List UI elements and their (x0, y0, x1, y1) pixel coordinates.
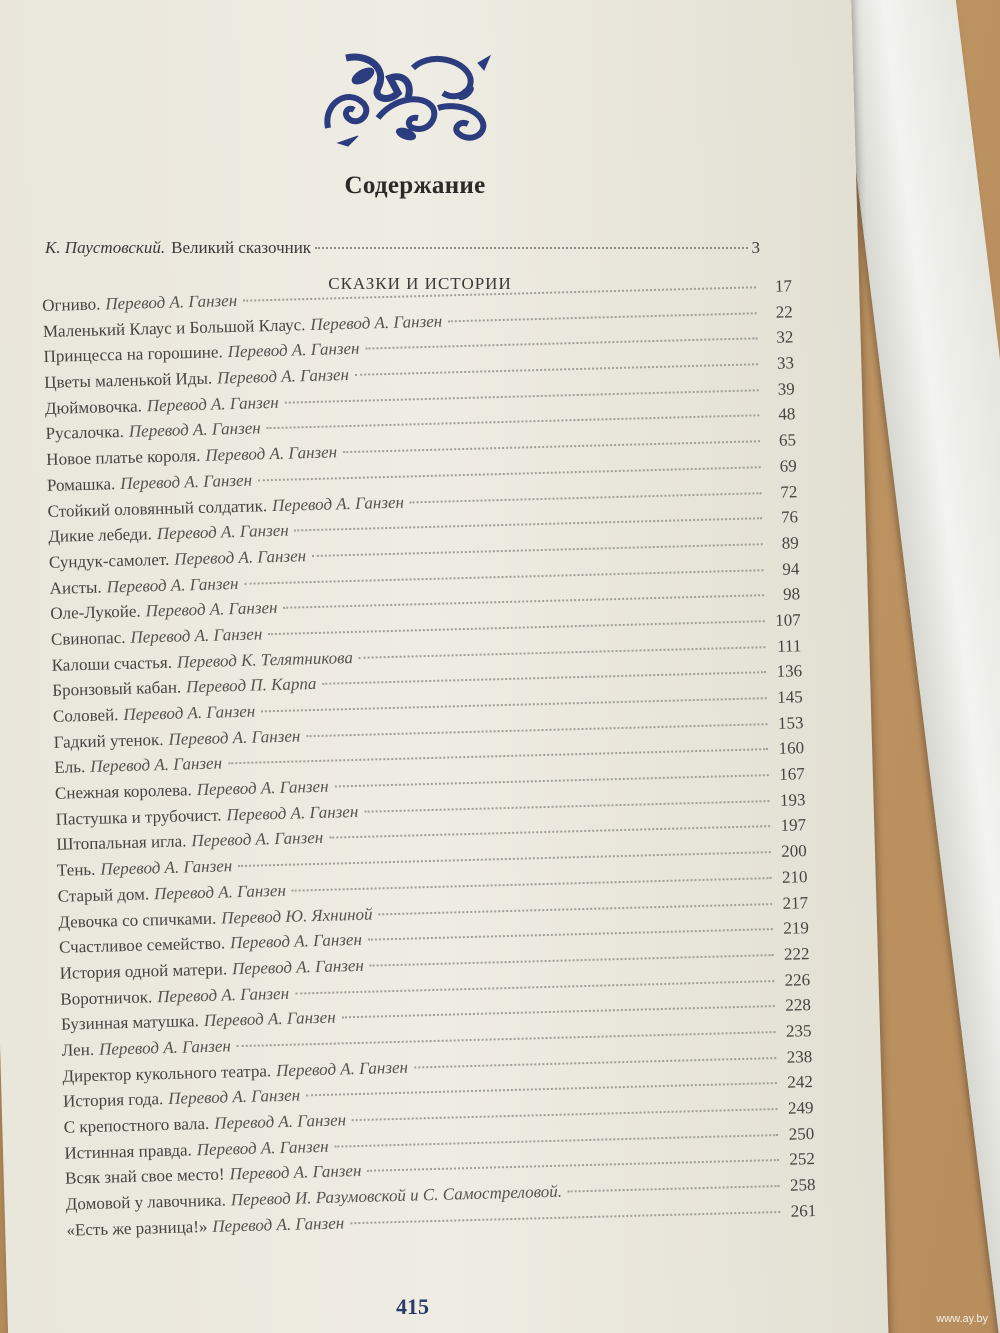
entry-translator: Перевод А. Ганзен (216, 365, 350, 388)
entry-page: 258 (789, 1175, 816, 1195)
leader-dots (295, 980, 774, 995)
watermark: www.ay.by (936, 1313, 988, 1325)
entry-page: 217 (782, 892, 809, 913)
leader-dots (268, 620, 765, 635)
entry-translator: Перевод А. Ганзен (229, 1161, 362, 1184)
entry-title: Снежная королева. (54, 780, 192, 803)
entry-translator: Перевод К. Телятникова (176, 647, 354, 672)
leader-dots (261, 697, 767, 712)
entry-page: 69 (779, 456, 797, 476)
entry-page: 65 (778, 430, 797, 450)
entry-title: Бузинная матушка. (60, 1011, 200, 1034)
entry-translator: Перевод П. Карпа (185, 674, 317, 697)
entry-page: 160 (778, 738, 805, 759)
entry-title: «Есть же разница!» (66, 1216, 208, 1240)
entry-translator: Перевод А. Ганзен (89, 753, 223, 777)
entry-translator: Перевод А. Ганзен (98, 1036, 232, 1059)
entry-page: 17 (774, 276, 793, 296)
leader-dots (228, 749, 768, 765)
leader-dots (335, 1134, 779, 1148)
entry-page: 250 (788, 1123, 815, 1144)
leader-dots (306, 1082, 777, 1096)
entry-title: Тень. (56, 859, 96, 880)
entry-translator: Перевод А. Ганзен (191, 828, 324, 851)
entry-title: Бронзовый кабан. (52, 677, 182, 701)
entry-title: Пастушка и трубочист. (55, 805, 222, 829)
entry-translator: Перевод А. Ганзен (174, 546, 307, 569)
entry-title: Цветы маленькой Иды. (44, 368, 213, 393)
entry-title: С крепостного вала. (63, 1113, 210, 1137)
leader-dots (295, 517, 762, 531)
entry-translator: Перевод И. Разумовской и С. Самостреловой. (230, 1181, 563, 1210)
entry-page: 48 (778, 404, 796, 425)
entry-translator: Перевод А. Ганзен (146, 392, 279, 416)
entry-translator: Перевод А. Ганзен (196, 776, 329, 800)
leader-dots (364, 800, 769, 813)
entry-translator: Перевод А. Ганзен (229, 930, 363, 953)
entry-translator: Перевод А. Ганзен (156, 983, 290, 1006)
entry-translator: Перевод Ю. Яхниной (220, 904, 373, 928)
leader-dots (350, 1211, 780, 1224)
entry-title: Дюймовочка. (44, 396, 143, 418)
leader-dots (378, 903, 772, 915)
intro-author: К. Паустовский. (45, 238, 166, 257)
section-title: СКАЗКИ И ИСТОРИИ (328, 274, 512, 293)
entry-page: 242 (787, 1072, 814, 1093)
page-title: Содержание (344, 172, 486, 199)
entry-title: Огниво. (42, 294, 101, 315)
leader-dots (244, 569, 763, 585)
intro-title: Великий сказочник (171, 238, 312, 257)
entry-title: Директор кукольного театра. (62, 1060, 272, 1086)
entry-title: Стойкий оловянный солдатик. (47, 495, 268, 521)
leader-dots (370, 954, 774, 967)
entry-title: Гадкий утенок. (53, 729, 164, 752)
entry-page: 219 (783, 918, 810, 938)
entry-title: Ромашка. (46, 473, 116, 495)
leader-dots (312, 543, 763, 557)
entry-title: Штопальная игла. (56, 831, 187, 855)
entry-translator: Перевод А. Ганзен (130, 624, 263, 647)
entry-translator: Перевод А. Ганзен (168, 726, 301, 749)
leader-dots (568, 1185, 780, 1193)
entry-page: 39 (777, 379, 795, 399)
entry-page: 167 (779, 764, 806, 784)
entry-translator: Перевод А. Ганзен (212, 1213, 345, 1236)
entry-title: Домовой у лавочника. (65, 1190, 227, 1214)
entry-title: Воротничок. (60, 986, 153, 1009)
entry-page: 193 (779, 789, 806, 810)
leader-dots (352, 1108, 778, 1121)
entry-page: 222 (783, 944, 810, 964)
entry-page: 33 (776, 353, 795, 373)
leader-dots (367, 1159, 779, 1172)
entry-title: Лен. (61, 1039, 95, 1060)
leader-dots (306, 723, 767, 737)
ornament-icon (318, 48, 493, 148)
entry-title: Калоши счастья. (51, 652, 173, 675)
leader-dots (365, 338, 757, 350)
entry-page: 235 (785, 1021, 812, 1041)
entry-title: Счастливое семейство. (58, 933, 226, 957)
entry-title: Истинная правда. (64, 1140, 193, 1163)
entry-page: 94 (782, 558, 800, 579)
leader-dots (292, 877, 772, 892)
entry-page: 226 (784, 969, 811, 990)
entry-title: Дикие лебеди. (48, 524, 153, 547)
entry-translator: Перевод А. Ганзен (106, 573, 239, 596)
entry-translator: Перевод А. Ганзен (226, 801, 359, 825)
entry-title: Маленький Клаус и Большой Клаус. (42, 314, 306, 341)
entry-page: 228 (785, 995, 812, 1016)
leader-dots (359, 646, 766, 659)
entry-page: 32 (776, 327, 794, 348)
entry-translator: Перевод А. Ганзен (196, 1136, 329, 1159)
entry-translator: Перевод А. Ганзен (123, 701, 256, 725)
entry-page: 249 (787, 1098, 814, 1118)
table-of-contents (42, 276, 817, 1246)
leader-dots (237, 1031, 776, 1047)
entry-translator: Перевод А. Ганзен (145, 598, 278, 621)
entry-translator: Перевод А. Ганзен (310, 311, 443, 334)
entry-title: Всяк знай свое место! (64, 1164, 225, 1189)
entry-title: Новое платье короля. (46, 446, 201, 470)
entry-page: 98 (782, 584, 801, 604)
entry-translator: Перевод А. Ганзен (271, 492, 405, 515)
entry-title: Оле-Лукойе. (50, 601, 141, 624)
leader-dots (414, 1057, 776, 1068)
entry-translator: Перевод А. Ганзен (100, 856, 233, 879)
leader-dots (322, 671, 766, 685)
leader-dots (243, 286, 756, 301)
intro-page: 3 (751, 238, 760, 257)
entry-title: Соловей. (52, 705, 119, 726)
page-number: 415 (396, 1294, 429, 1319)
entry-page: 136 (776, 661, 803, 682)
entry-page: 210 (781, 866, 808, 887)
toc-intro-entry (45, 238, 760, 258)
entry-title: История одной матери. (59, 959, 228, 983)
entry-page: 145 (777, 687, 803, 707)
entry-translator: Перевод А. Ганзен (203, 1007, 336, 1031)
entry-page: 153 (777, 712, 804, 733)
entry-title: Девочка со спичками. (58, 908, 217, 932)
entry-translator: Перевод А. Ганзен (168, 1085, 301, 1109)
leader-dots (238, 851, 771, 867)
entry-translator: Перевод А. Ганзен (153, 880, 287, 904)
entry-title: Сундук-самолет. (48, 549, 170, 572)
leader-dots (283, 594, 764, 609)
entry-title: Старый дом. (57, 884, 150, 906)
leader-dots (368, 928, 773, 941)
entry-translator: Перевод А. Ганзен (231, 955, 365, 979)
entry-page: 89 (781, 533, 799, 553)
leader-dots (343, 440, 760, 453)
entry-title: Свинопас. (50, 627, 126, 649)
leader-dots (342, 1005, 775, 1018)
entry-translator: Перевод А. Ганзен (214, 1110, 347, 1133)
entry-translator: Перевод А. Ганзен (156, 520, 289, 544)
entry-title: Русалочка. (45, 422, 125, 444)
leader-dots (329, 826, 770, 840)
entry-title: Ель. (54, 757, 86, 778)
leader-dots (267, 415, 760, 430)
entry-page: 22 (775, 302, 793, 322)
entry-page: 72 (780, 481, 798, 502)
entry-page: 252 (789, 1149, 816, 1170)
entry-page: 76 (780, 507, 799, 527)
entry-page: 238 (786, 1046, 813, 1067)
leader-dots (334, 774, 768, 787)
entry-translator: Перевод А. Ганзен (275, 1057, 409, 1080)
entry-translator: Перевод А. Ганзен (128, 418, 261, 442)
entry-translator: Перевод А. Ганзен (205, 442, 338, 465)
entry-page: 197 (780, 815, 807, 836)
entry-translator: Перевод А. Ганзен (227, 339, 360, 362)
leader-dots (410, 492, 762, 503)
entry-title: История года. (62, 1089, 164, 1112)
entry-title: Аисты. (49, 577, 102, 598)
leader-dots (315, 247, 747, 249)
entry-page: 107 (774, 610, 801, 630)
entry-title: Принцесса на горошине. (43, 342, 223, 367)
entry-translator: Перевод А. Ганзен (119, 470, 253, 493)
entry-page: 200 (781, 841, 808, 861)
leader-dots (448, 312, 757, 322)
leader-dots (258, 466, 761, 481)
leader-dots (355, 363, 758, 376)
leader-dots (285, 389, 759, 403)
entry-page: 111 (776, 635, 802, 656)
entry-page: 261 (790, 1200, 817, 1221)
entry-translator: Перевод А. Ганзен (105, 290, 238, 314)
